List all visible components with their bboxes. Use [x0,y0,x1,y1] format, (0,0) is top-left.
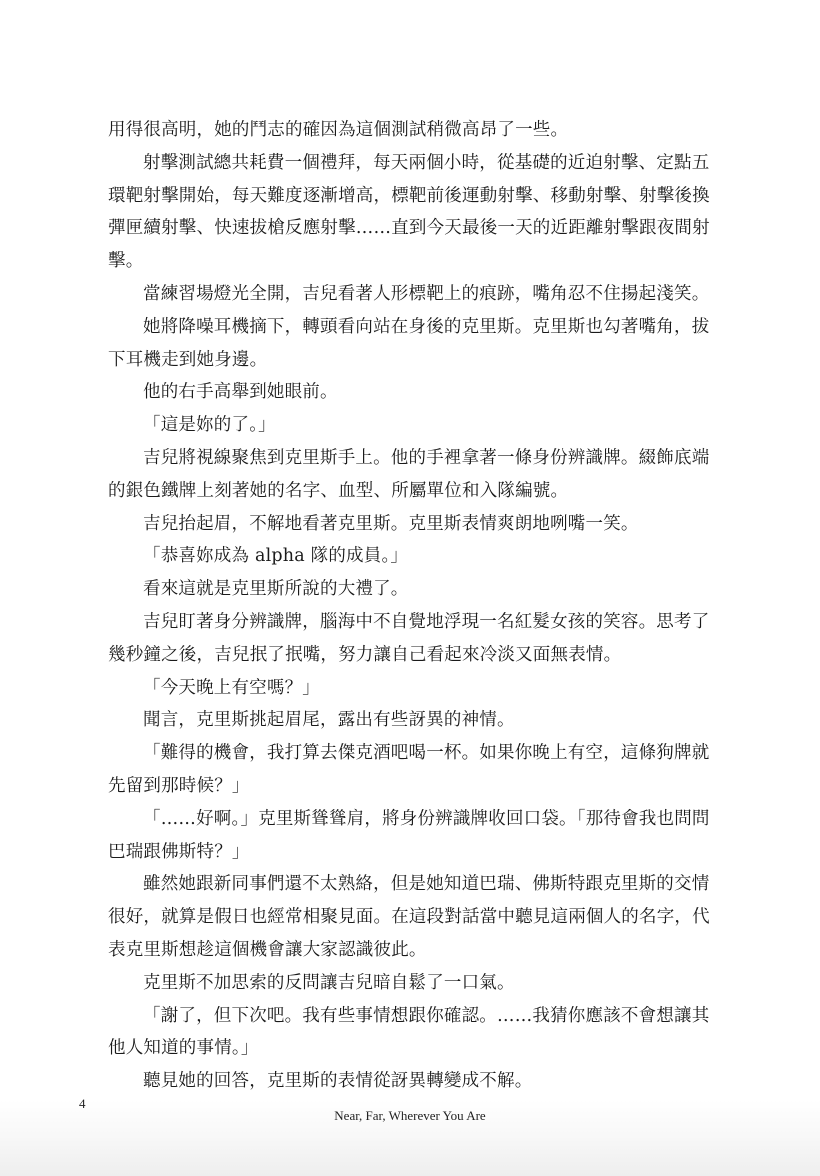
paragraph: 雖然她跟新同事們還不太熟絡，但是她知道巴瑞、佛斯特跟克里斯的交情很好，就算是假日也經常相聚見面。在這段對話當中聽見這兩個人的名字，代表克里斯想趁這個機會讓大家認識彼此。 [108,874,710,960]
paragraph: 吉兒將視線聚焦到克里斯手上。他的手裡拿著一條身份辨識牌。綴飾底端的銀色鐵牌上刻著她的名字、血型、所屬單位和入隊編號。 [108,447,710,501]
paragraph: 「難得的機會，我打算去傑克酒吧喝一杯。如果你晚上有空，這條狗牌就先留到那時候？」 [108,743,710,796]
paragraph: 「謝了，但下次吧。我有些事情想跟你確認。……我猜你應該不會想讓其他人知道的事情。」 [108,1005,710,1059]
paragraph: 「這是妳的了。」 [143,415,276,436]
running-footer: Near, Far, Wherever You Are [334,1108,486,1123]
body-text [108,114,712,1098]
paragraph: 聞言，克里斯挑起眉尾，露出有些訝異的神情。 [143,710,515,731]
paragraph: 克里斯不加思索的反問讓吉兒暗自鬆了一口氣。 [143,972,515,993]
paragraph: 吉兒盯著身分辨識牌，腦海中不自覺地浮現一名紅髮女孩的笑容。思考了幾秒鐘之後，吉兒抿了抿嘴，努力讓自己看起來冷淡又面無表情。 [108,611,710,665]
paragraph: 聽見她的回答，克里斯的表情從訝異轉變成不解。 [143,1071,533,1092]
paragraph: 他的右手高舉到她眼前。 [143,382,338,403]
paragraph: 吉兒抬起眉，不解地看著克里斯。克里斯表情爽朗地咧嘴一笑。 [143,513,639,534]
paragraph: 「……好啊。」克里斯聳聳肩，將身份辨識牌收回口袋。「那待會我也問問巴瑞跟佛斯特？」 [108,808,710,862]
paragraph: 她將降噪耳機摘下，轉頭看向站在身後的克里斯。克里斯也勾著嘴角，拔下耳機走到她身邊。 [108,316,710,370]
page-number: 4 [79,1096,86,1111]
paragraph: 當練習場燈光全開，吉兒看著人形標靶上的痕跡，嘴角忍不住揚起淺笑。 [143,283,710,304]
paragraph: 「恭喜妳成為 alpha 隊的成員。」 [143,546,409,567]
paragraph: 射擊測試總共耗費一個禮拜，每天兩個小時，從基礎的近迫射擊、定點五環靶射擊開始，每天難度逐漸增高，標靶前後運動射擊、移動射擊、射擊後換彈匣續射擊、快速拔槍反應射擊……直到今天最後一天的近距離射擊跟夜間射擊。 [108,152,710,272]
paragraph: 用得很高明，她的鬥志的確因為這個測試稍微高昂了一些。 [108,120,569,140]
paragraph: 看來這就是克里斯所說的大禮了。 [143,579,409,600]
paragraph: 「今天晚上有空嗎？」 [143,677,320,698]
